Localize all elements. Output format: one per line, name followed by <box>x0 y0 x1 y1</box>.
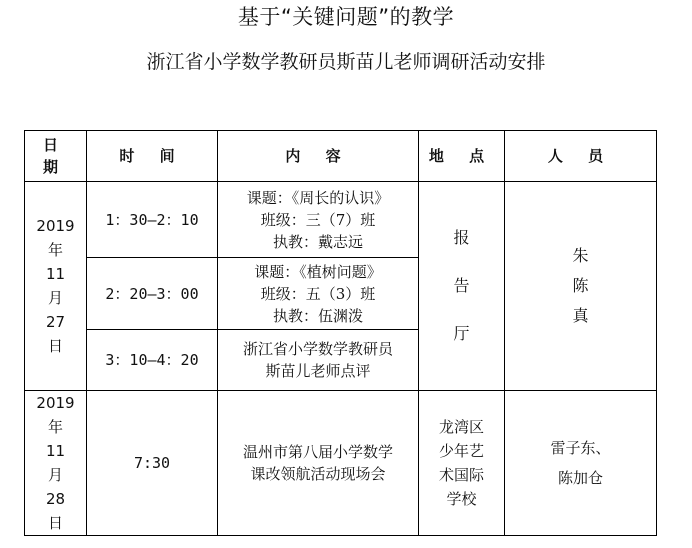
session2-content <box>218 258 419 330</box>
date-line: 月 <box>47 466 63 484</box>
session3-content <box>218 330 419 391</box>
table-row <box>25 182 657 258</box>
session1-content <box>218 182 419 258</box>
date-line: 月 <box>47 289 63 307</box>
day2-time: 7:30 <box>87 391 218 536</box>
header-date: 日 期 <box>25 131 87 182</box>
place-char: 报 <box>453 228 470 247</box>
people-char: 陈 <box>572 276 589 295</box>
date-line: 11 <box>45 265 66 283</box>
table-row <box>25 391 657 536</box>
content-line: 执教：戴志远 <box>272 232 363 251</box>
date-line: 2019 <box>36 394 75 412</box>
place-line: 术国际 <box>438 466 484 484</box>
content-line: 班级：三（7）班 <box>260 210 376 229</box>
day1-people-cell <box>505 182 657 391</box>
content-line: 课题：《周长的认识》 <box>246 188 390 207</box>
schedule-table <box>24 130 657 536</box>
people-char: 真 <box>572 306 589 325</box>
day2-place-cell <box>419 391 505 536</box>
date-line: 2019 <box>36 217 75 235</box>
place-line: 少年艺 <box>438 442 484 460</box>
date-line: 日 <box>47 514 63 532</box>
content-line: 温州市第八届小学数学 <box>242 443 393 461</box>
date-line: 年 <box>47 418 63 436</box>
place-char: 厅 <box>453 324 470 343</box>
people-line: 陈加仓 <box>557 469 603 487</box>
header-time: 时 间 <box>87 131 218 182</box>
date-line: 28 <box>45 490 66 508</box>
date-line: 年 <box>47 241 63 259</box>
header-people: 人 员 <box>505 131 657 182</box>
day1-place-cell <box>419 182 505 391</box>
document-title: 基于“关键问题”的教学 <box>237 5 455 29</box>
people-line: 雷子东、 <box>550 439 611 457</box>
content-line: 执教：伍渊泼 <box>272 306 363 325</box>
date-line: 11 <box>45 442 66 460</box>
place-line: 龙湾区 <box>438 418 484 436</box>
table-header-row <box>25 131 657 182</box>
day1-date-cell <box>25 182 87 391</box>
content-line: 课题：《植树问题》 <box>254 262 382 281</box>
content-line: 斯苗儿老师点评 <box>265 362 371 380</box>
session2-time: 2：20—3：00 <box>87 258 218 330</box>
place-line: 学校 <box>446 490 477 508</box>
day2-content <box>218 391 419 536</box>
day2-people-cell <box>505 391 657 536</box>
day2-date-cell <box>25 391 87 536</box>
place-char: 告 <box>453 276 470 295</box>
session1-time: 1：30—2：10 <box>87 182 218 258</box>
people-char: 朱 <box>572 246 589 265</box>
content-line: 班级：五（3）班 <box>260 284 376 303</box>
header-place: 地 点 <box>419 131 505 182</box>
content-line: 课改领航活动现场会 <box>250 465 386 483</box>
session3-time: 3：10—4：20 <box>87 330 218 391</box>
content-line: 浙江省小学数学教研员 <box>242 340 393 358</box>
document-subtitle: 浙江省小学数学教研员斯苗儿老师调研活动安排 <box>146 51 546 73</box>
header-content: 内 容 <box>218 131 419 182</box>
date-line: 日 <box>47 337 63 355</box>
date-line: 27 <box>45 313 66 331</box>
